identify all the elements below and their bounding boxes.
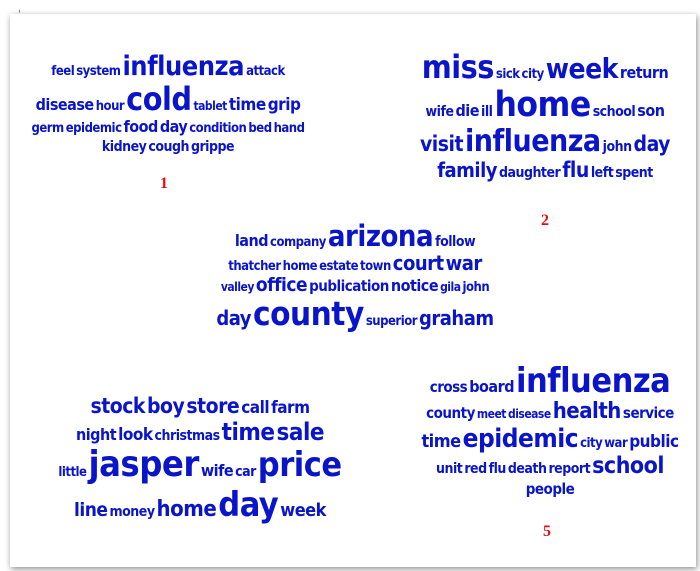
cloud-word: arizona xyxy=(327,219,434,253)
cloud-word: company xyxy=(270,235,326,250)
cloud-word: boy xyxy=(146,394,185,418)
cloud-word: valley xyxy=(220,280,254,295)
cloud-word: war xyxy=(604,435,628,451)
cloud-line xyxy=(18,137,318,156)
cloud-word: line xyxy=(74,498,108,521)
cloud-word: day xyxy=(159,117,188,137)
cloud-word: attack xyxy=(246,64,285,79)
cloud-word: epidemic xyxy=(462,423,579,454)
cloud-word: germ xyxy=(31,121,64,137)
cloud-word: grip xyxy=(267,95,301,116)
cloud-word: family xyxy=(437,157,497,182)
cloud-word: health xyxy=(552,399,621,425)
cloud-word: home xyxy=(494,84,591,125)
cloud-word: school xyxy=(592,452,664,479)
cloud-label-2: 2 xyxy=(541,212,549,229)
cloud-word: flu xyxy=(562,157,589,182)
cloud-line xyxy=(400,50,690,86)
cloud-word: money xyxy=(109,503,155,520)
cloud-word: court xyxy=(392,251,444,276)
cloud-word: ill xyxy=(481,103,493,120)
cloud-label-5: 5 xyxy=(543,523,551,540)
cloud-word: graham xyxy=(419,306,494,331)
cloud-word: epidemic xyxy=(65,121,122,137)
cloud-word: estate xyxy=(319,259,359,275)
cloud-word: grippe xyxy=(190,138,235,155)
cloud-word: feel xyxy=(51,64,75,79)
cloud-word: john xyxy=(462,280,490,296)
cloud-word: home xyxy=(282,259,318,275)
cloud-word: call xyxy=(241,398,270,418)
cloud-word: car xyxy=(235,464,256,481)
cloud-word: day xyxy=(633,132,670,157)
cloud-line xyxy=(45,419,355,446)
tick-mark: ' xyxy=(18,9,21,20)
cloud-word: stock xyxy=(90,394,145,418)
cloud-word: meet xyxy=(476,407,506,422)
cloud-word: visit xyxy=(419,132,464,157)
cloud-word: red xyxy=(464,460,487,477)
cloud-line xyxy=(45,445,355,485)
cloud-word: publication xyxy=(309,277,389,296)
cloud-word: price xyxy=(257,445,342,486)
cloud-word: cough xyxy=(148,138,189,155)
cloud-word: disease xyxy=(507,407,551,422)
cloud-word: school xyxy=(592,103,636,120)
cloud-word: death xyxy=(507,460,547,477)
cloud-line xyxy=(18,82,318,118)
cloud-word: sick xyxy=(495,67,520,82)
cloud-word: time xyxy=(228,95,266,116)
cloud-word: miss xyxy=(421,48,494,86)
cloud-word: hour xyxy=(95,99,125,115)
word-cloud-1 xyxy=(18,52,318,155)
cloud-word: time xyxy=(421,430,461,452)
cloud-word: left xyxy=(590,164,614,181)
cloud-word: report xyxy=(548,460,591,477)
cloud-word: little xyxy=(58,465,87,481)
cloud-word: night xyxy=(75,424,117,444)
cloud-word: bed xyxy=(248,121,272,137)
cloud-word: superior xyxy=(365,314,418,330)
cloud-word: influenza xyxy=(516,361,671,401)
cloud-word: return xyxy=(619,63,669,82)
cloud-word: people xyxy=(525,479,575,498)
cloud-line xyxy=(400,86,690,125)
word-cloud-4 xyxy=(45,395,355,524)
cloud-line xyxy=(45,395,355,419)
cloud-line xyxy=(18,52,318,82)
cloud-word: look xyxy=(118,424,153,445)
cloud-word: jasper xyxy=(88,444,199,486)
cloud-line xyxy=(405,425,695,454)
cloud-word: john xyxy=(602,139,632,156)
cloud-line xyxy=(405,362,695,400)
cloud-word: week xyxy=(280,499,326,521)
cloud-word: daughter xyxy=(498,164,561,181)
cloud-word: thatcher xyxy=(228,259,281,275)
cloud-word: county xyxy=(253,294,364,334)
cloud-word: notice xyxy=(390,276,439,296)
cloud-line xyxy=(200,220,510,252)
cloud-word: farm xyxy=(271,398,310,418)
cloud-line xyxy=(405,400,695,425)
cloud-word: gila xyxy=(440,280,461,295)
cloud-word: war xyxy=(445,251,482,276)
cloud-word: public xyxy=(629,431,679,452)
cloud-word: store xyxy=(186,394,240,418)
cloud-word: time xyxy=(221,417,275,446)
cloud-label-1: 1 xyxy=(160,175,168,192)
cloud-word: son xyxy=(637,100,665,120)
cloud-word: day xyxy=(216,306,251,331)
cloud-word: die xyxy=(455,100,479,120)
cloud-word: day xyxy=(218,484,279,525)
cloud-line xyxy=(405,454,695,480)
cloud-word: cross xyxy=(429,378,468,396)
cloud-word: christmas xyxy=(154,427,220,444)
cloud-word: spent xyxy=(615,164,653,181)
word-cloud-3 xyxy=(200,220,510,333)
cloud-word: system xyxy=(76,64,121,79)
cloud-word: week xyxy=(545,52,618,85)
cloud-word: board xyxy=(469,377,515,396)
cloud-word: condition xyxy=(189,121,247,137)
cloud-word: food xyxy=(123,117,158,137)
cloud-word: cold xyxy=(126,80,192,119)
cloud-line xyxy=(405,480,695,498)
cloud-line xyxy=(200,275,510,296)
cloud-word: city xyxy=(521,67,544,82)
cloud-word: influenza xyxy=(122,51,245,82)
cloud-line xyxy=(18,118,318,137)
cloud-line xyxy=(45,486,355,524)
cloud-word: flu xyxy=(488,460,506,477)
cloud-word: land xyxy=(234,231,269,250)
cloud-word: service xyxy=(622,404,674,423)
cloud-line xyxy=(200,296,510,333)
cloud-word: office xyxy=(255,274,308,297)
cloud-word: influenza xyxy=(465,124,601,160)
cloud-word: follow xyxy=(435,234,476,250)
cloud-word: sale xyxy=(276,417,324,446)
cloud-word: tablet xyxy=(193,99,227,114)
cloud-word: disease xyxy=(35,95,94,115)
cloud-word: home xyxy=(156,496,217,522)
cloud-line xyxy=(400,159,690,183)
cloud-word: town xyxy=(360,259,391,275)
cloud-line xyxy=(400,125,690,159)
cloud-word: wife xyxy=(200,461,234,481)
cloud-word: county xyxy=(426,404,475,423)
cloud-word: unit xyxy=(436,460,463,477)
cloud-word: kidney xyxy=(101,138,147,155)
cloud-line xyxy=(200,252,510,275)
cloud-word: wife xyxy=(425,103,454,120)
cloud-word: hand xyxy=(273,121,305,137)
word-cloud-2 xyxy=(400,50,690,182)
cloud-word: city xyxy=(580,435,603,451)
word-cloud-5 xyxy=(405,362,695,497)
